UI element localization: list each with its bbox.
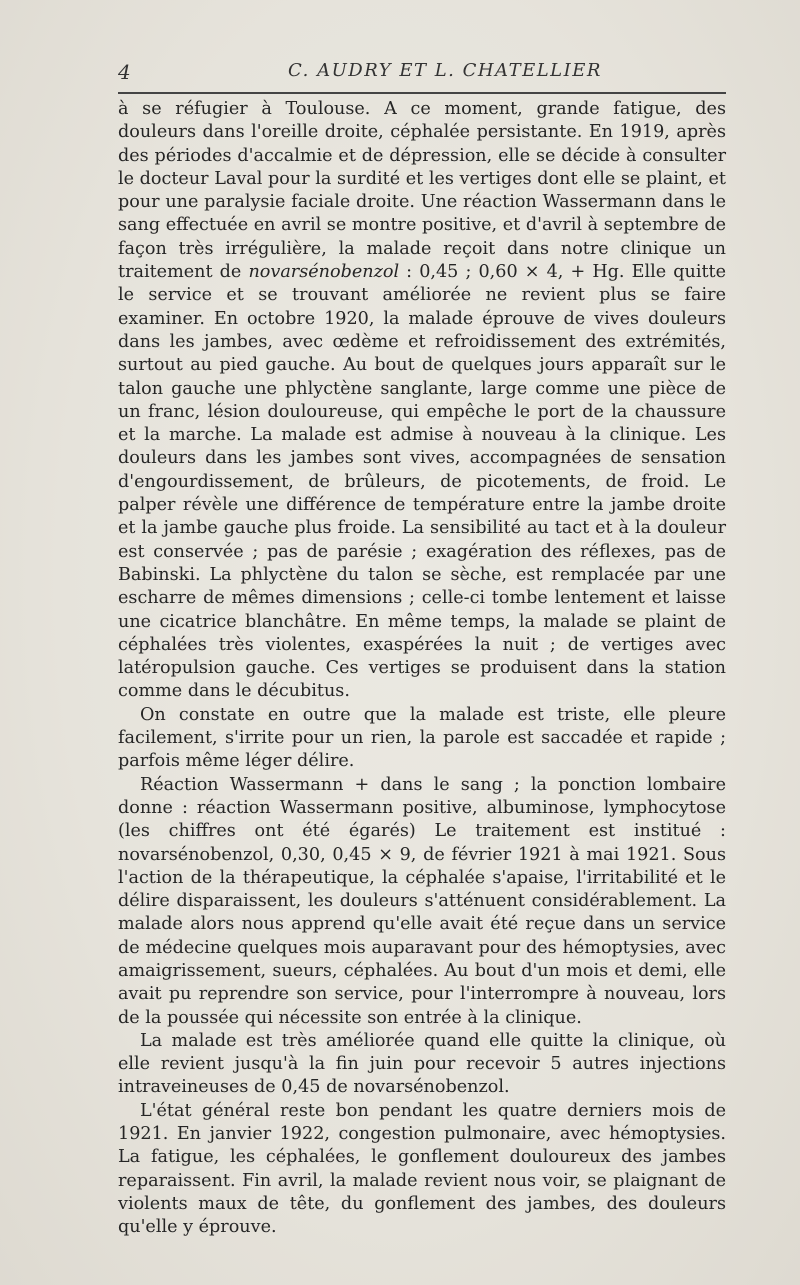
paragraph-3 bbox=[118, 774, 726, 1030]
paragraph-5 bbox=[118, 1100, 726, 1240]
paragraph-4-text: La malade est très améliorée quand elle quitte la clinique, où elle revient jusqu'à la fin juin pour recevoir 5 autres injections intraveineuses de 0,45 de novarsénobenzol. bbox=[118, 1030, 726, 1098]
paragraph-2-text: On constate en outre que la malade est triste, elle pleure facilement, s'irrite pour un rien, la parole est saccadée et rapide ; parfois même léger délire. bbox=[118, 704, 726, 772]
header-rule bbox=[118, 92, 726, 94]
paragraph-1-text-b: : 0,45 ; 0,60 × 4, + Hg. Elle quitte le service et se trouvant améliorée ne revient plus se faire examiner. En octobre 1920, la malade éprouve de vives douleurs dans les jambes, avec œdème et refroidissement des extrémités, surtout au pied gauche. Au bout de quelques jours apparaît sur le talon gauche une phlyctène sanglante, large comme une pièce de un franc, lésion douloureuse, qui empêche le port de la chaussure et la marche. La malade est admise à nouveau à la clinique. Les douleurs dans les jambes sont vives, accompagnées de sensation d'engourdissement, de brûleurs, de picotements, de froid. Le palper révèle une différence de température entre la jambe droite et la jambe gauche plus froide. La sensibilité au tact et à la douleur est conservée ; pas de parésie ; exagération des réflexes, pas de Babinski. La phlyctène du talon se sèche, est remplacée par une escharre de mêmes dimensions ; celle-ci tombe lentement et laisse une cicatrice blanchâtre. En même temps, la malade se plaint de céphalées très violentes, exaspérées la nuit ; de vertiges avec latéropulsion gauche. Ces vertiges se produisent dans la station comme dans le décubitus. bbox=[118, 262, 726, 702]
running-head: C. AUDRY ET L. CHATELLIER bbox=[288, 60, 602, 81]
drug-name-italic: novarsénobenzol bbox=[248, 262, 400, 283]
paragraph-4 bbox=[118, 1030, 726, 1100]
body-text bbox=[118, 98, 726, 1240]
page-number: 4 bbox=[118, 60, 131, 84]
paragraph-1 bbox=[118, 98, 726, 704]
paragraph-2 bbox=[118, 704, 726, 774]
paragraph-3-text: Réaction Wassermann + dans le sang ; la ponction lombaire donne : réaction Wassermann positive, albuminose, lymphocytose (les chiffres ont été égarés) Le traitement est institué : novarsénobenzol, 0,30, 0,45 × 9, de février 1921 à mai 1921. Sous l'action de la thérapeutique, la céphalée s'apaise, l'irritabilité et le délire disparaissent, les douleurs s'atténuent considérablement. La malade alors nous apprend qu'elle avait été reçue dans un service de médecine quelques mois auparavant pour des hémoptysies, avec amaigrissement, sueurs, céphalées. Au bout d'un mois et demi, elle avait pu reprendre son service, pour l'interrompre à nouveau, lors de la poussée qui nécessite son entrée à la clinique. bbox=[118, 774, 726, 1028]
paragraph-5-text: L'état général reste bon pendant les quatre derniers mois de 1921. En janvier 1922, congestion pulmonaire, avec hémoptysies. La fatigue, les céphalées, le gonflement douloureux des jambes reparaissent. Fin avril, la malade revient nous voir, se plaignant de violents maux de tête, du gonflement des jambes, des douleurs qu'elle y éprouve. bbox=[118, 1100, 726, 1238]
page-header bbox=[118, 58, 726, 88]
paragraph-1-text-a: à se réfugier à Toulouse. A ce moment, grande fatigue, des douleurs dans l'oreille droite, céphalée persistante. En 1919, après des périodes d'accalmie et de dépression, elle se décide à consulter le docteur Laval pour la surdité et les vertiges dont elle se plaint, et pour une paralysie faciale droite. Une réaction Wassermann dans le sang effectuée en avril se montre positive, et d'avril à septembre de façon très irrégulière, la malade reçoit dans notre clinique un traitement de bbox=[118, 99, 726, 283]
